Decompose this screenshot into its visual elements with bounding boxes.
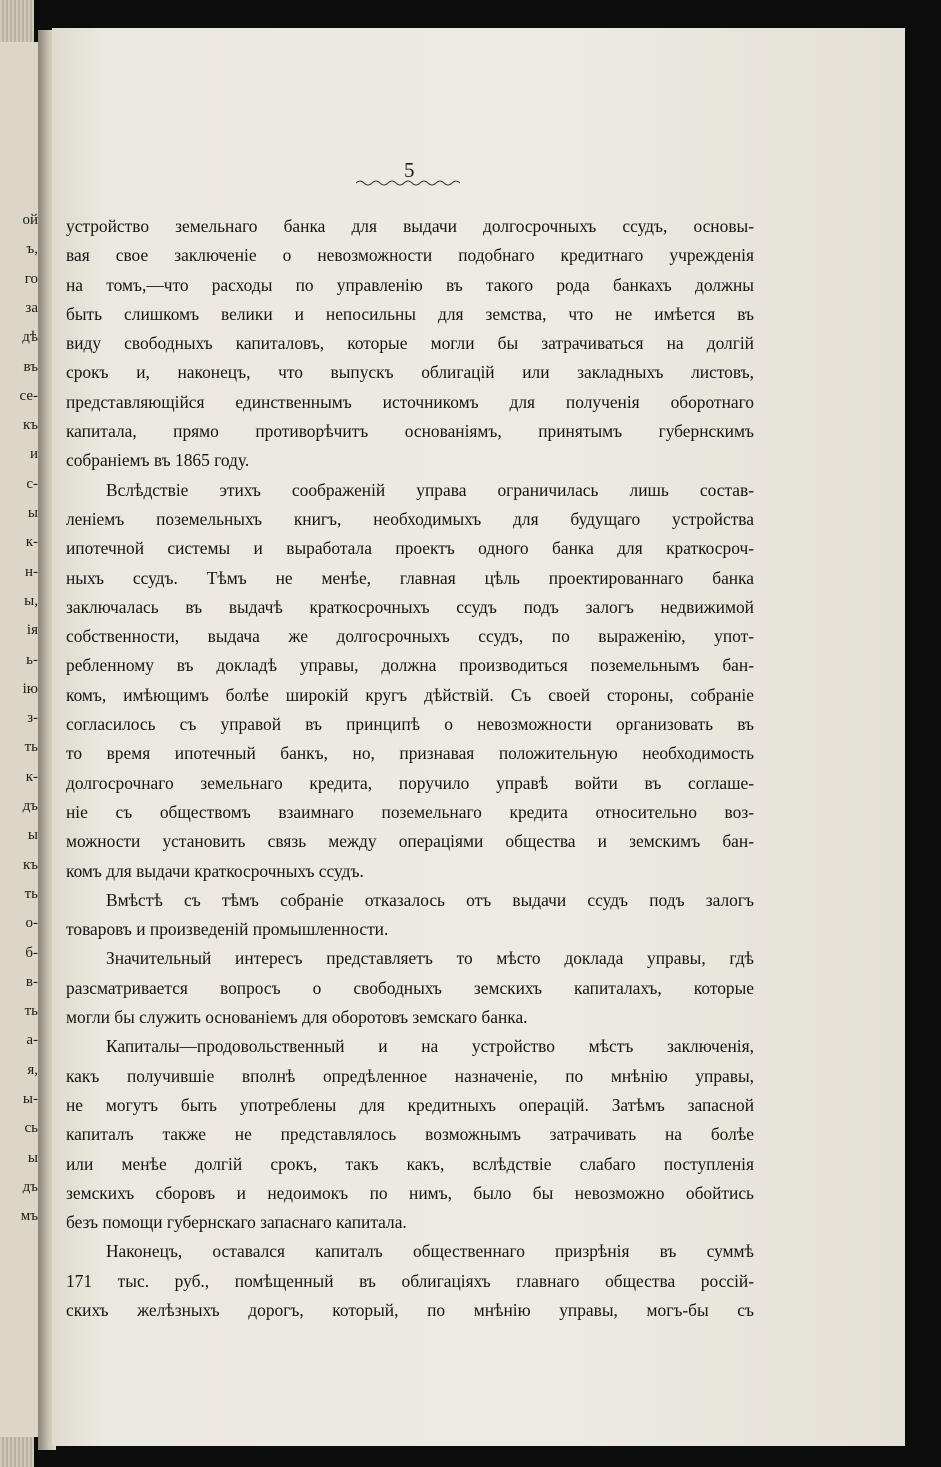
left-page-fragment: а-: [26, 1032, 38, 1049]
text-line: леніемъ поземельныхъ книгъ, необходимыхъ для будущаго устройства: [66, 508, 754, 529]
left-page-fragment: за: [25, 299, 38, 316]
left-page-fragment: и: [29, 446, 38, 463]
left-page-fragment: се-: [19, 387, 38, 404]
left-page-fragment: ть: [24, 885, 38, 902]
left-page-fragment: с-: [26, 475, 38, 492]
left-page-fragment: къ: [22, 417, 38, 434]
text-line: Вслѣдствіе этихъ соображеній управа ограничилась лишь состав-: [106, 479, 754, 500]
book-page: [52, 28, 905, 1446]
text-line: собраніемъ въ 1865 году.: [66, 450, 250, 471]
text-line: устройство земельнаго банка для выдачи долгосрочныхъ ссудъ, основы-: [66, 216, 754, 236]
left-page-fragment: дъ: [22, 798, 38, 814]
left-page-fragment: я,: [27, 1061, 38, 1078]
text-line: собственности, выдача же долгосрочныхъ ссудъ, по выраженію, упот-: [66, 626, 754, 647]
text-line: товаровъ и произведеній промышленности.: [66, 919, 389, 940]
left-page-fragment: мъ: [20, 1208, 38, 1225]
left-page-edge: [0, 42, 40, 1437]
text-line: долгосрочнаго земельнаго кредита, поручило управѣ войти въ соглаше-: [66, 772, 754, 793]
left-page-fragment: ы,: [24, 592, 38, 609]
text-line: капитала, прямо противорѣчитъ основаніямъ, принятымъ губернскимъ: [66, 421, 754, 442]
text-line: безъ помощи губернскаго запаснаго капитала.: [66, 1212, 407, 1233]
text-line: или менѣе долгій срокъ, такъ какъ, вслѣдствіе слабаго поступленія: [66, 1153, 754, 1174]
text-line: Капиталы—продовольственный и на устройство мѣстъ заключенія,: [106, 1036, 754, 1057]
page-number: 5: [404, 158, 415, 182]
text-line: разсматривается вопросъ о свободныхъ земскихъ капиталахъ, которые: [66, 977, 754, 998]
text-line: вая свое заключеніе о невозможности подобнаго кредитнаго учрежденія: [66, 245, 754, 266]
text-line: срокъ и, наконецъ, что выпускъ облигацій или закладныхъ листовъ,: [66, 362, 754, 383]
text-line: Наконецъ, оставался капиталъ общественнаго призрѣнія въ суммѣ: [106, 1241, 754, 1262]
text-line: комъ для выдачи краткосрочныхъ ссудъ.: [66, 860, 364, 881]
text-line: согласилось съ управой въ принципѣ о невозможности организовать въ: [66, 714, 754, 735]
left-page-fragment: ой: [22, 212, 38, 228]
text-line: на томъ,—что расходы по управленію въ такого рода банкахъ должны: [66, 274, 754, 295]
left-page-fragment: ы: [27, 505, 38, 521]
left-page-fragment: ы: [27, 1149, 38, 1166]
left-page-fragment: ь-: [26, 651, 38, 668]
left-page-fragment: къ: [22, 856, 38, 873]
left-page-fragment: ію: [22, 680, 38, 697]
left-page-fragment: ы: [27, 827, 38, 844]
text-line: ребленному въ докладѣ управы, должна производиться поземельнымъ бан-: [66, 655, 754, 676]
text-line: 171 тыс. руб., помѣщенный въ облигаціяхъ главнаго общества россій-: [66, 1270, 754, 1291]
text-line: Вмѣстѣ съ тѣмъ собраніе отказалось отъ выдачи ссудъ подъ залогъ: [106, 889, 754, 910]
text-line: комъ, имѣющимъ болѣе широкій кругъ дѣйствій. Съ своей стороны, собраніе: [66, 684, 754, 705]
text-line: заключалась въ выдачѣ краткосрочныхъ ссудъ подъ залогъ недвижимой: [66, 596, 754, 617]
left-page-fragment: о-: [25, 915, 38, 932]
left-page-fragment: дъ: [22, 1178, 38, 1195]
text-line: представляющійся единственнымъ источникомъ для полученія оборотнаго: [66, 391, 754, 412]
text-line: то время ипотечный банкъ, но, признавая положительную необходимость: [66, 743, 754, 764]
left-page-fragment: сь: [24, 1120, 38, 1137]
left-page-fragment: въ: [23, 358, 38, 375]
text-line: какъ получившіе вполнѣ опредѣленное назначеніе, по мнѣнію управы,: [66, 1065, 754, 1086]
text-line: ныхъ ссудъ. Тѣмъ не менѣе, главная цѣль проектированнаго банка: [66, 567, 754, 588]
left-page-fragment: в-: [25, 973, 38, 990]
text-line: ипотечной системы и выработала проектъ одного банка для краткосроч-: [66, 538, 754, 559]
left-page-fragment: з-: [27, 710, 38, 727]
body-text: [66, 212, 754, 1325]
text-line: капиталъ также не представлялось возможнымъ затрачивать на болѣе: [66, 1124, 754, 1145]
left-page-fragment: к-: [25, 768, 38, 785]
left-page-fragment: го: [24, 270, 38, 287]
text-line: Значительный интересъ представляетъ то мѣсто доклада управы, гдѣ: [106, 948, 754, 969]
text-line: ніе съ обществомъ взаимнаго поземельнаго кредита относительно воз-: [66, 801, 754, 822]
left-page-fragment: б-: [25, 944, 38, 961]
left-page-fragment: ъ,: [26, 241, 38, 258]
text-line: скихъ желѣзныхъ дорогъ, который, по мнѣнію управы, могъ-бы съ: [66, 1299, 754, 1320]
ornament-divider: [356, 178, 460, 188]
left-page-fragment: к-: [25, 534, 38, 551]
left-page-fragment: ть: [24, 739, 38, 756]
left-page-fragment: н-: [24, 563, 38, 580]
text-line: быть слишкомъ велики и непосильны для земства, что не имѣется въ: [66, 303, 754, 324]
text-line: можности установить связь между операціями общества и земскимъ бан-: [66, 831, 754, 852]
text-line: не могутъ быть употреблены для кредитныхъ операцій. Затѣмъ запасной: [66, 1094, 754, 1115]
left-page-fragment: ы-: [22, 1091, 38, 1107]
left-page-fragment: ія: [26, 622, 38, 639]
text-line: виду свободныхъ капиталовъ, которые могли бы затрачиваться на долгій: [66, 333, 754, 354]
left-page-fragment: дѣ: [22, 329, 38, 346]
text-line: могли бы служить основаніемъ для оборотовъ земскаго банка.: [66, 1007, 528, 1028]
left-page-fragment: ть: [24, 1003, 38, 1020]
text-line: земскихъ сборовъ и недоимокъ по нимъ, было бы невозможно обойтись: [66, 1182, 754, 1203]
